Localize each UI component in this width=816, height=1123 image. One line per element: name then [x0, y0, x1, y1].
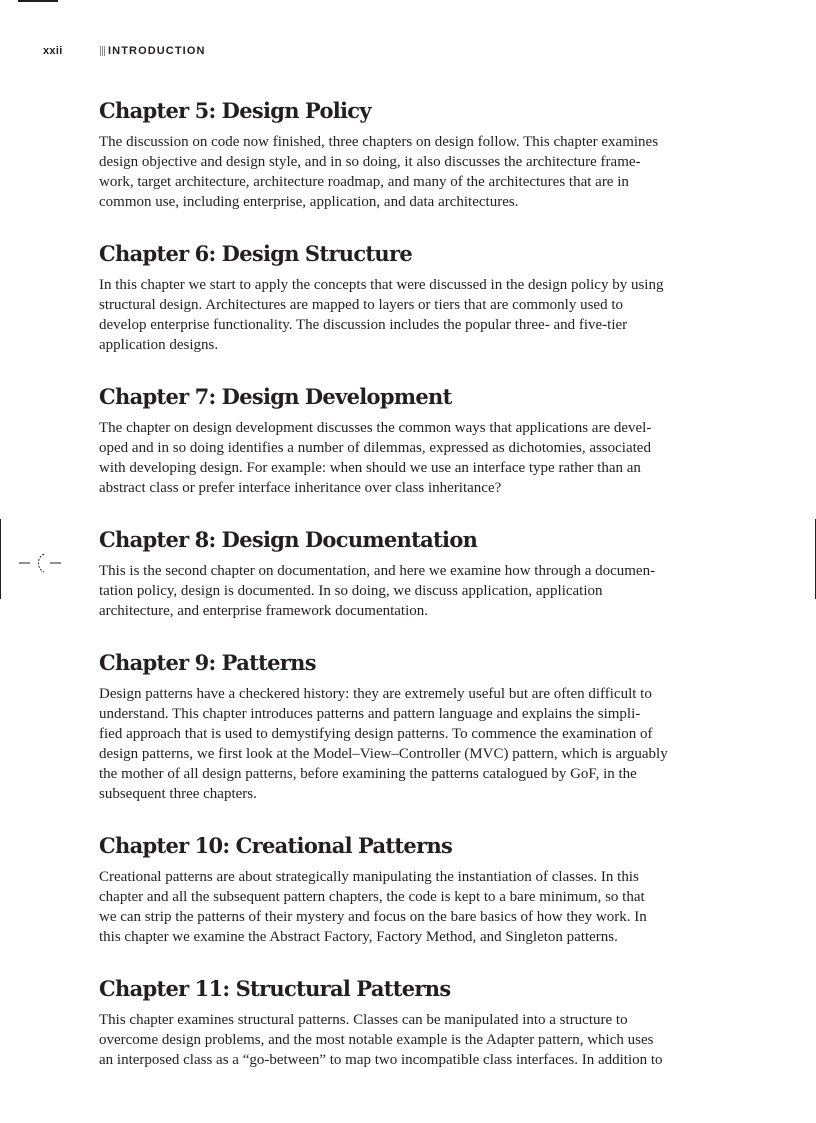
body-line: This chapter examines structural patterns. Classes can be manipulated into a structure to [99, 1012, 628, 1028]
chapter-11-heading: Chapter 11: Structural Patterns [99, 976, 451, 1001]
page-content [99, 96, 723, 1097]
chapter-9-body [99, 684, 723, 804]
chapter-11-section [99, 974, 723, 1070]
body-line: common use, including enterprise, application, and data architectures. [99, 194, 519, 210]
body-line: The chapter on design development discusses the common ways that applications are devel- [99, 420, 652, 436]
body-line: we can strip the patterns of their mystery and focus on the bare basics of how they work. In [99, 909, 647, 925]
chapter-9-heading: Chapter 9: Patterns [99, 650, 316, 675]
chapter-11-body [99, 1010, 723, 1070]
chapter-6-body [99, 275, 723, 355]
chapter-6-section [99, 239, 723, 355]
running-head-marker-icon [100, 46, 106, 56]
body-line: subsequent three chapters. [99, 786, 257, 802]
chapter-8-heading: Chapter 8: Design Documentation [99, 527, 478, 552]
chapter-7-section [99, 382, 723, 498]
body-line: In this chapter we start to apply the concepts that were discussed in the design policy by using [99, 277, 664, 293]
chapter-5-heading: Chapter 5: Design Policy [99, 98, 371, 123]
running-head-title: INTRODUCTION [108, 45, 206, 57]
body-line: architecture, and enterprise framework documentation. [99, 603, 429, 619]
running-head [43, 44, 206, 58]
body-line: an interposed class as a “go-between” to map two incompatible class interfaces. In addition to [99, 1052, 663, 1068]
body-line: work, target architecture, architecture roadmap, and many of the architectures that are in [99, 174, 629, 190]
body-line: tation policy, design is documented. In so doing, we discuss application, application [99, 583, 603, 599]
body-line: Design patterns have a checkered history: they are extremely useful but are often difficult to [99, 686, 652, 702]
body-line: Creational patterns are about strategically manipulating the instantiation of classes. In this [99, 869, 639, 885]
body-line: oped and in so doing identifies a number of dilemmas, expressed as dichotomies, associated [99, 440, 651, 456]
body-line: understand. This chapter introduces patterns and pattern language and explains the simpli- [99, 706, 641, 722]
top-crop-rule [18, 0, 58, 2]
chapter-9-section [99, 648, 723, 804]
chapter-7-heading: Chapter 7: Design Development [99, 384, 452, 409]
chapter-6-heading: Chapter 6: Design Structure [99, 241, 412, 266]
left-crop-mark [0, 519, 1, 599]
body-line: The discussion on code now finished, three chapters on design follow. This chapter examines [99, 134, 659, 150]
chapter-10-body [99, 867, 723, 947]
body-line: fied approach that is used to demystifying design patterns. To commence the examination of [99, 726, 653, 742]
body-line: design patterns, we first look at the Model–View–Controller (MVC) pattern, which is arguably [99, 746, 668, 762]
chapter-8-body [99, 561, 723, 621]
chapter-10-section [99, 831, 723, 947]
body-line: This is the second chapter on documentation, and here we examine how through a documen- [99, 563, 656, 579]
body-line: design objective and design style, and in so doing, it also discusses the architecture frame- [99, 154, 641, 170]
body-line: chapter and all the subsequent pattern chapters, the code is kept to a bare minimum, so that [99, 889, 645, 905]
chapter-5-section [99, 96, 723, 212]
body-line: overcome design problems, and the most notable example is the Adapter pattern, which uses [99, 1032, 654, 1048]
body-line: this chapter we examine the Abstract Factory, Factory Method, and Singleton patterns. [99, 929, 618, 945]
chapter-7-body [99, 418, 723, 498]
page-number: xxii [43, 45, 63, 57]
registration-mark-icon [19, 551, 61, 577]
body-line: the mother of all design patterns, before examining the patterns catalogued by GoF, in the [99, 766, 637, 782]
body-line: abstract class or prefer interface inheritance over class inheritance? [99, 480, 502, 496]
chapter-5-body [99, 132, 723, 212]
chapter-8-section [99, 525, 723, 621]
body-line: structural design. Architectures are mapped to layers or tiers that are commonly used to [99, 297, 623, 313]
chapter-10-heading: Chapter 10: Creational Patterns [99, 833, 453, 858]
body-line: application designs. [99, 337, 219, 353]
body-line: develop enterprise functionality. The discussion includes the popular three- and five-tier [99, 317, 628, 333]
body-line: with developing design. For example: when should we use an interface type rather than an [99, 460, 641, 476]
